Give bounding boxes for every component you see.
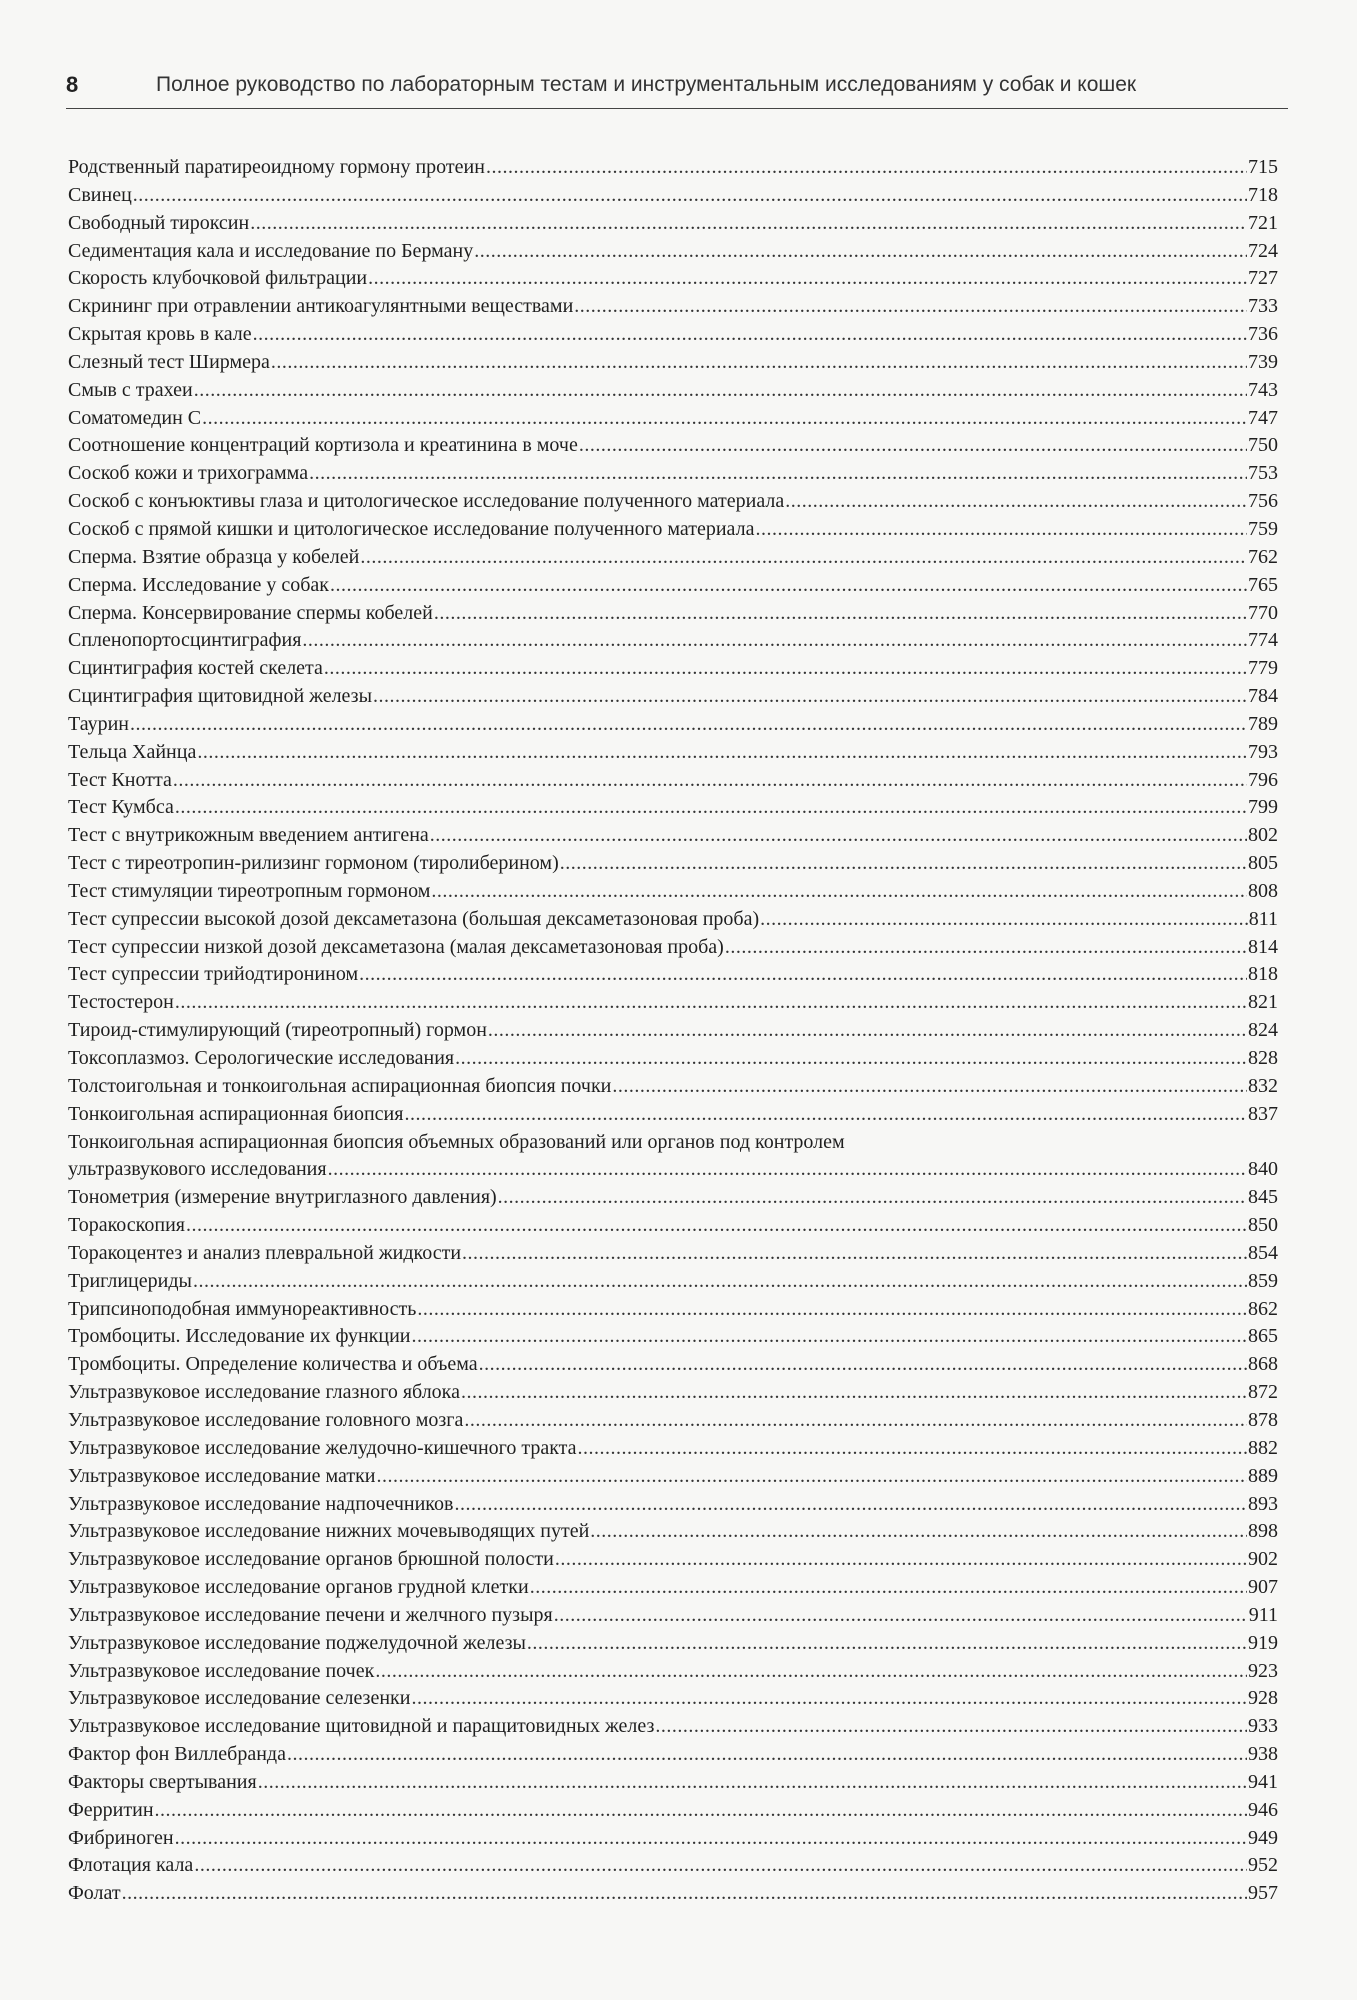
toc-entry-page: 796 <box>1248 768 1278 791</box>
toc-entry[interactable] <box>68 1240 1278 1268</box>
toc-entry-title: Тромбоциты. Определение количества и объема <box>68 1353 478 1376</box>
toc-entry-page: 862 <box>1248 1297 1278 1320</box>
toc-entry-title: Ультразвуковое исследование надпочечников <box>68 1492 454 1515</box>
toc-entry-page: 750 <box>1248 434 1278 457</box>
dot-leader <box>578 1435 1247 1463</box>
toc-entry[interactable] <box>68 1518 1278 1546</box>
toc-entry-page: 821 <box>1248 991 1278 1014</box>
dot-leader <box>175 989 1247 1017</box>
toc-entry-title: Таурин <box>68 712 129 735</box>
toc-entry-page: 824 <box>1248 1019 1278 1042</box>
dot-leader <box>455 1045 1247 1073</box>
toc-entry-page: 793 <box>1248 740 1278 763</box>
toc-entry-page: 845 <box>1248 1186 1278 1209</box>
toc-entry-title: Сперма. Взятие образца у кобелей <box>68 545 360 568</box>
toc-entry-page: 946 <box>1248 1798 1278 1821</box>
toc-entry-page: 733 <box>1248 295 1278 318</box>
toc-entry-page: 919 <box>1248 1631 1278 1654</box>
toc-entry[interactable] <box>68 1797 1278 1825</box>
toc-entry[interactable] <box>68 377 1278 405</box>
toc-entry[interactable] <box>68 683 1278 711</box>
toc-entry-title: Соматомедин С <box>68 406 202 429</box>
dot-leader <box>417 1296 1247 1324</box>
toc-entry[interactable] <box>68 349 1278 377</box>
toc-entry-title: Соскоб кожи и трихограмма <box>68 462 309 485</box>
toc-entry[interactable] <box>68 850 1278 878</box>
toc-entry[interactable] <box>68 1769 1278 1797</box>
dot-leader <box>368 265 1247 293</box>
toc-entry-page: 828 <box>1248 1047 1278 1069</box>
toc-entry-title: Ультразвуковое исследование селезенки <box>68 1687 411 1710</box>
toc-entry-title: Сцинтиграфия костей скелета <box>68 657 323 680</box>
toc-entry-title: Тест супрессии трийодтиронином <box>68 963 359 986</box>
toc-entry[interactable] <box>68 1546 1278 1574</box>
toc-entry-title: Тестостерон <box>68 991 174 1014</box>
toc-entry-title: Тест супрессии высокой дозой дексаметазона (большая дексаметазоновая проба) <box>68 907 760 930</box>
toc-entry[interactable] <box>68 405 1278 433</box>
toc-entry[interactable] <box>68 1658 1278 1686</box>
toc-entry-title: Соотношение концентраций кортизола и креатинина в моче <box>68 434 578 457</box>
toc-entry-title: Ферритин <box>68 1798 154 1821</box>
toc-entry[interactable] <box>68 1491 1278 1519</box>
page-header <box>66 72 1288 108</box>
toc-entry-page: 933 <box>1248 1715 1278 1738</box>
toc-entry-title: Свободный тироксин <box>68 211 250 234</box>
toc-entry-title: Триглицериды <box>68 1269 192 1292</box>
dot-leader <box>377 1463 1248 1491</box>
toc-entry-page: 799 <box>1248 796 1278 819</box>
toc-entry-page: 949 <box>1248 1826 1278 1849</box>
toc-entry-title: Ультразвуковое исследование поджелудочной железы <box>68 1631 526 1654</box>
toc-entry-page: 721 <box>1248 211 1278 234</box>
toc-entry-page: 739 <box>1248 350 1278 373</box>
toc-entry[interactable] <box>68 1630 1278 1658</box>
toc-entry-page: 753 <box>1248 462 1278 485</box>
dot-leader <box>431 878 1247 906</box>
toc-entry-page: 832 <box>1248 1074 1278 1097</box>
toc-entry[interactable] <box>68 822 1278 850</box>
toc-entry-title: Смыв с трахеи <box>68 378 193 401</box>
dot-leader <box>197 739 1247 767</box>
toc-entry[interactable] <box>68 321 1278 349</box>
toc-entry-title: Токсоплазмоз. Серологические исследования <box>68 1047 455 1069</box>
toc-entry-title: Сцинтиграфия щитовидной железы <box>68 685 373 708</box>
toc-entry[interactable] <box>68 1574 1278 1602</box>
toc-entry-page: 784 <box>1248 685 1278 708</box>
dot-leader <box>330 572 1247 600</box>
dot-leader <box>498 1184 1247 1212</box>
toc-entry-page: 952 <box>1248 1854 1278 1877</box>
toc-entry[interactable] <box>68 182 1278 210</box>
toc-entry-page: 818 <box>1248 963 1278 986</box>
dot-leader <box>430 822 1247 850</box>
toc-entry[interactable] <box>68 460 1278 488</box>
toc-entry[interactable] <box>68 711 1278 739</box>
dot-leader <box>253 321 1247 349</box>
dot-leader <box>130 711 1247 739</box>
dot-leader <box>186 1212 1247 1240</box>
dot-leader <box>574 293 1247 321</box>
toc-entry-page: 928 <box>1248 1687 1278 1710</box>
toc-entry-title: Ультразвуковое исследование нижних мочевыводящих путей <box>68 1520 590 1543</box>
toc-entry-title: Фибриноген <box>68 1826 174 1849</box>
dot-leader <box>612 1073 1247 1101</box>
dot-leader <box>155 1797 1247 1825</box>
toc-entry[interactable] <box>68 238 1278 266</box>
toc-entry-title: Слезный тест Ширмера <box>68 350 270 373</box>
dot-leader <box>375 1658 1247 1686</box>
toc-entry-title: Седиментация кала и исследование по Берману <box>68 239 474 262</box>
dot-leader <box>655 1713 1247 1741</box>
dot-leader <box>328 1156 1247 1184</box>
toc-entry-title: Соскоб с прямой кишки и цитологическое исследование полученного материала <box>68 517 755 540</box>
dot-leader <box>250 210 1247 238</box>
dot-leader <box>461 1379 1247 1407</box>
toc-entry-page: 878 <box>1248 1408 1278 1431</box>
toc-entry[interactable] <box>68 1407 1278 1435</box>
dot-leader <box>122 1880 1247 1908</box>
toc-entry-title: Торакоскопия <box>68 1214 185 1237</box>
toc-entry[interactable] <box>68 989 1278 1017</box>
toc-entry-title: Фактор фон Виллебранда <box>68 1743 286 1766</box>
toc-entry[interactable] <box>68 1463 1278 1491</box>
dot-leader <box>302 627 1247 655</box>
toc-entry[interactable] <box>68 293 1278 321</box>
toc-entry-title: Факторы свертывания <box>68 1770 257 1793</box>
toc-entry[interactable] <box>68 1379 1278 1407</box>
toc-entry[interactable] <box>68 1435 1278 1463</box>
toc-entry[interactable] <box>68 1296 1278 1324</box>
dot-leader <box>194 1852 1247 1880</box>
toc-entry[interactable] <box>68 1017 1278 1045</box>
dot-leader <box>785 488 1247 516</box>
toc-entry-title: Ультразвуковое исследование органов брюшной полости <box>68 1548 554 1571</box>
toc-entry-title: Толстоигольная и тонкоигольная аспирационная биопсия почки <box>68 1074 612 1097</box>
toc-entry-page: 789 <box>1248 712 1278 735</box>
toc-entry-title: Скорость клубочковой фильтрации <box>68 267 368 290</box>
dot-leader <box>554 1602 1248 1630</box>
toc-entry[interactable] <box>68 600 1278 628</box>
dot-leader <box>434 600 1247 628</box>
toc-entry-title: Тест Кнотта <box>68 768 172 791</box>
toc-entry-title: Тонкоигольная аспирационная биопсия <box>68 1102 404 1125</box>
toc-entry-title: Скрытая кровь в кале <box>68 323 252 346</box>
dot-leader <box>202 405 1247 433</box>
toc-entry[interactable] <box>68 906 1278 934</box>
toc-entry-page: 774 <box>1248 629 1278 652</box>
page-number: 8 <box>66 72 79 97</box>
toc-entry[interactable] <box>68 1323 1278 1351</box>
toc-entry-title: Тонометрия (измерение внутриглазного давления) <box>68 1186 497 1209</box>
dot-leader <box>411 1685 1247 1713</box>
toc-entry-title: Соскоб с конъюктивы глаза и цитологическое исследование полученного материала <box>68 490 785 513</box>
toc-entry-title: Трипсиноподобная иммунореактивность <box>68 1297 417 1320</box>
toc-entry-page: 893 <box>1248 1492 1278 1515</box>
toc-entry-page: 850 <box>1248 1214 1278 1237</box>
dot-leader <box>464 1407 1247 1435</box>
toc-entry-title: Ультразвуковое исследование головного мозга <box>68 1408 464 1431</box>
toc-entry[interactable] <box>68 1880 1278 1908</box>
dot-leader <box>194 377 1247 405</box>
header-rule <box>66 108 1288 109</box>
toc-entry-page: 865 <box>1248 1325 1278 1348</box>
toc-entry-title: Тест Кумбса <box>68 796 174 819</box>
dot-leader <box>287 1741 1247 1769</box>
dot-leader <box>462 1240 1247 1268</box>
toc-entry-title: Ультразвуковое исследование почек <box>68 1659 375 1682</box>
toc-entry[interactable] <box>68 794 1278 822</box>
toc-entry[interactable] <box>68 1101 1278 1129</box>
toc-entry[interactable] <box>68 878 1278 906</box>
toc-entry-page: 868 <box>1248 1353 1278 1376</box>
toc-entry-page: 911 <box>1248 1603 1278 1626</box>
toc-entry-title: ультразвукового исследования <box>68 1158 327 1181</box>
dot-leader <box>173 767 1247 795</box>
toc-entry-page: 736 <box>1248 323 1278 346</box>
toc-entry[interactable] <box>68 1852 1278 1880</box>
dot-leader <box>258 1769 1247 1797</box>
toc-entry-title: Сперма. Исследование у собак <box>68 573 329 596</box>
toc-entry-page: 872 <box>1248 1381 1278 1404</box>
toc-entry-title: Свинец <box>68 183 132 206</box>
toc-entry-page: 889 <box>1248 1464 1278 1487</box>
dot-leader <box>474 238 1247 266</box>
dot-leader <box>555 1546 1247 1574</box>
toc-entry-page: 941 <box>1248 1770 1278 1793</box>
toc-entry-title: Тест супрессии низкой дозой дексаметазона (малая дексаметазоновая проба) <box>68 935 724 958</box>
toc-entry-title: Ультразвуковое исследование глазного яблока <box>68 1381 460 1404</box>
toc-entry[interactable] <box>68 210 1278 238</box>
dot-leader <box>309 460 1247 488</box>
toc-entry-title: Ультразвуковое исследование матки <box>68 1464 376 1487</box>
dot-leader <box>193 1268 1247 1296</box>
dot-leader <box>175 794 1247 822</box>
dot-leader <box>175 1825 1247 1853</box>
toc-entry[interactable] <box>68 1045 1278 1073</box>
toc-entry[interactable] <box>68 1212 1278 1240</box>
toc-entry-page: 859 <box>1248 1269 1278 1292</box>
toc-entry-title: Торакоцентез и анализ плевральной жидкости <box>68 1241 462 1264</box>
toc-entry-page: 743 <box>1248 378 1278 401</box>
dot-leader <box>760 906 1248 934</box>
toc-entry[interactable] <box>68 961 1278 989</box>
toc-entry-page: 805 <box>1248 852 1278 875</box>
toc-entry[interactable] <box>68 1184 1278 1212</box>
dot-leader <box>755 516 1247 544</box>
dot-leader <box>404 1101 1247 1129</box>
toc-entry[interactable] <box>68 1741 1278 1769</box>
dot-leader <box>560 850 1247 878</box>
toc-entry-title: Флотация кала <box>68 1854 194 1877</box>
toc-entry-page: 840 <box>1248 1158 1278 1181</box>
toc-entry-title: Ультразвуковое исследование желудочно-кишечного тракта <box>68 1436 577 1459</box>
dot-leader <box>454 1491 1247 1519</box>
toc-entry[interactable] <box>68 1351 1278 1379</box>
toc-entry-title: Спленопортосцинтиграфия <box>68 629 302 652</box>
dot-leader <box>360 544 1247 572</box>
toc-entry-title: Тонкоигольная аспирационная биопсия объемных образований или органов под контролем <box>68 1130 845 1153</box>
toc-entry[interactable] <box>68 516 1278 544</box>
toc-entry-page: 759 <box>1248 517 1278 540</box>
dot-leader <box>486 154 1247 182</box>
toc-entry[interactable] <box>68 154 1278 182</box>
toc-entry[interactable] <box>68 1602 1278 1630</box>
dot-leader <box>133 182 1247 210</box>
toc-entry[interactable] <box>68 544 1278 572</box>
toc-entry-page: 882 <box>1248 1436 1278 1459</box>
toc-entry-page: 898 <box>1248 1520 1278 1543</box>
toc-entry[interactable] <box>68 488 1278 516</box>
toc-entry-title: Ультразвуковое исследование органов грудной клетки <box>68 1576 529 1599</box>
toc-entry-page: 727 <box>1248 267 1278 290</box>
toc-entry-title: Фолат <box>68 1882 121 1905</box>
dot-leader <box>359 961 1247 989</box>
toc-entry-page: 814 <box>1248 935 1278 958</box>
toc-entry-page: 957 <box>1248 1882 1278 1905</box>
toc-entry-page: 715 <box>1248 156 1278 178</box>
toc-entry[interactable] <box>68 1685 1278 1713</box>
toc-entry[interactable] <box>68 1825 1278 1853</box>
toc-entry-title: Тест с внутрикожным введением антигена <box>68 824 429 847</box>
toc-entry[interactable] <box>68 767 1278 795</box>
toc-entry-page: 811 <box>1248 907 1278 930</box>
toc-entry-page: 808 <box>1248 879 1278 902</box>
toc-entry[interactable] <box>68 1713 1278 1741</box>
dot-leader <box>527 1630 1247 1658</box>
dot-leader <box>479 1351 1247 1379</box>
dot-leader <box>725 934 1247 962</box>
toc-entry-title: Скрининг при отравлении антикоагулянтными веществами <box>68 295 574 318</box>
toc-entry[interactable] <box>68 1073 1278 1101</box>
toc-entry-title: Ультразвуковое исследование печени и желчного пузыря <box>68 1603 553 1626</box>
toc-entry[interactable] <box>68 1268 1278 1296</box>
dot-leader <box>373 683 1247 711</box>
toc-entry-page: 938 <box>1248 1743 1278 1766</box>
toc-entry-page: 907 <box>1248 1576 1278 1599</box>
toc-entry-title: Тельца Хайнца <box>68 740 197 763</box>
dot-leader <box>412 1323 1248 1351</box>
toc-entry[interactable] <box>68 265 1278 293</box>
toc-entry[interactable] <box>68 934 1278 962</box>
toc-entry[interactable] <box>68 1156 1278 1184</box>
toc-entry-page: 902 <box>1248 1548 1278 1571</box>
toc-entry-title: Тест стимуляции тиреотропным гормоном <box>68 879 431 902</box>
toc-entry[interactable] <box>68 627 1278 655</box>
toc-entry-title: Сперма. Консервирование спермы кобелей <box>68 601 433 624</box>
toc-entry-page: 837 <box>1248 1102 1278 1125</box>
toc-entry-title: Тироид-стимулирующий (тиреотропный) гормон <box>68 1019 487 1042</box>
running-title: Полное руководство по лабораторным тестам и инструментальным исследованиям у собак и кошек <box>156 73 1137 96</box>
toc-entry[interactable] <box>68 655 1278 683</box>
toc-entry-page: 779 <box>1248 657 1278 680</box>
dot-leader <box>590 1518 1247 1546</box>
toc-entry-page: 747 <box>1248 406 1278 429</box>
dot-leader <box>271 349 1247 377</box>
dot-leader <box>579 432 1247 460</box>
toc-entry-page: 854 <box>1248 1241 1278 1264</box>
toc-entry-page: 718 <box>1248 183 1278 206</box>
toc-entry-page: 756 <box>1248 490 1278 513</box>
toc-entry-title: Тромбоциты. Исследование их функции <box>68 1325 411 1348</box>
toc-entry-page: 802 <box>1248 824 1278 847</box>
toc-entry-page: 724 <box>1248 239 1278 262</box>
toc-entry-page: 770 <box>1248 601 1278 624</box>
toc-entry[interactable] <box>68 739 1278 767</box>
toc-entry[interactable] <box>68 432 1278 460</box>
toc-entry-page: 765 <box>1248 573 1278 596</box>
dot-leader <box>324 655 1247 683</box>
toc-entry-page: 762 <box>1248 545 1278 568</box>
toc-entry-page: 923 <box>1248 1659 1278 1682</box>
toc-entry-title: Ультразвуковое исследование щитовидной и паращитовидных желез <box>68 1715 655 1738</box>
toc-entry-continued[interactable] <box>68 1129 1278 1157</box>
toc-entry-title: Тест с тиреотропин-рилизинг гормоном (тиролиберином) <box>68 852 559 875</box>
table-of-contents <box>68 154 1278 1908</box>
toc-entry[interactable] <box>68 572 1278 600</box>
toc-entry-title: Родственный паратиреоидному гормону протеин <box>68 156 485 178</box>
dot-leader <box>530 1574 1247 1602</box>
dot-leader <box>488 1017 1247 1045</box>
